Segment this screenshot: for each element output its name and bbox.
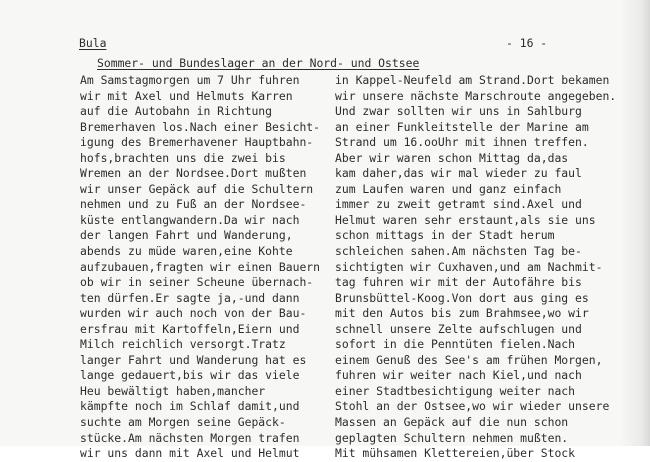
text-line: schon mittags in der Stadt herum <box>335 228 555 243</box>
text-line: Aber wir waren schon Mittag da,das <box>335 150 569 165</box>
text-line: Stohl an der Ostsee,wo wir wieder unsere <box>335 399 610 414</box>
page-number: - 16 - <box>506 36 548 50</box>
text-line: immer zu zweit getramt sind.Axel und <box>335 197 582 212</box>
text-line: einer Stadtbesichtigung weiter nach <box>335 383 576 398</box>
text-line: ersfrau mit Kartoffeln,Eiern und <box>80 321 300 336</box>
text-line: stücke.Am nächsten Morgen trafen <box>80 430 300 445</box>
text-line: geplagten Schultern nehmen mußten. <box>335 430 569 445</box>
text-line: an einer Funkleitstelle der Marine am <box>335 119 589 134</box>
text-line: wir unser Gepäck auf die Schultern <box>80 181 314 196</box>
text-line: nehmen und zu Fuß an der Nordsee- <box>80 197 307 212</box>
right-text-column <box>335 73 616 462</box>
text-line: mit den Autos bis zum Brahmsee,wo wir <box>335 306 589 321</box>
text-line: abends zu müde waren,eine Kohte <box>80 244 293 259</box>
text-line: wir uns dann mit Axel und Helmut <box>80 446 300 461</box>
text-line: Heu bewältigt haben,mancher <box>80 383 266 398</box>
text-line: ten dürfen.Er sagte ja,-und dann <box>80 290 300 305</box>
text-line: Brunsbüttel-Koog.Von dort aus ging es <box>335 290 589 305</box>
left-text-column <box>80 73 320 462</box>
text-line: kämpfte noch im Schlaf damit,und <box>80 399 300 414</box>
text-line: tag fuhren wir mit der Autofähre bis <box>335 275 582 290</box>
text-line: schnell unsere Zelte aufschlugen und <box>335 321 582 336</box>
text-line: Am Samstagmorgen um 7 Uhr fuhren <box>80 73 300 87</box>
section-header: Bula <box>79 36 107 50</box>
text-line: kam daher,das wir mal wieder zu faul <box>335 166 582 181</box>
text-line: wurden wir auch noch von der Bau- <box>80 306 307 321</box>
text-line: Helmut waren sehr erstaunt,als sie uns <box>335 212 596 227</box>
text-line: aufzubauen,fragten wir einen Bauern <box>80 259 321 274</box>
text-line: Mit mühsamen Klettereien,über Stock <box>335 446 576 461</box>
text-line: fuhren wir weiter nach Kiel,und nach <box>335 368 582 383</box>
text-line: Massen an Gepäck auf die nun schon <box>335 415 569 430</box>
text-line: Wremen an der Nordsee.Dort mußten <box>80 166 307 181</box>
text-line: Bremerhaven los.Nach einer Besicht- <box>80 119 321 134</box>
text-line: in Kappel-Neufeld am Strand.Dort bekamen <box>335 73 610 87</box>
text-line: sofort in die Penntüten fielen.Nach <box>335 337 576 352</box>
text-line: auf die Autobahn in Richtung <box>80 104 273 119</box>
text-line: igung des Bremerhavener Hauptbahn- <box>80 135 314 150</box>
text-line: wir unsere nächste Marschroute angegeben. <box>335 88 617 103</box>
text-line: Milch reichlich versorgt.Tratz <box>80 337 286 352</box>
text-line: ob wir in seiner Scheune übernach- <box>80 275 314 290</box>
text-line: der langen Fahrt und Wanderung, <box>80 228 293 243</box>
text-line: schleichen sahen.Am nächsten Tag be- <box>335 244 582 259</box>
text-line: lange gedauert,bis wir das viele <box>80 368 300 383</box>
text-line: Strand um 16.ooUhr mit ihnen treffen. <box>335 135 589 150</box>
text-line: zum Laufen waren und ganz einfach <box>335 181 562 196</box>
article-title: Sommer- und Bundeslager an der Nord- und Ostsee <box>97 56 420 70</box>
text-line: küste entlangwandern.Da wir nach <box>80 212 300 227</box>
text-line: Und zwar sollten wir uns in Sahlburg <box>335 104 582 119</box>
text-line: hofs,brachten uns die zwei bis <box>80 150 286 165</box>
text-line: einem Genuß des See's am frühen Morgen, <box>335 352 603 367</box>
text-line: sichtigten wir Cuxhaven,und am Nachmit- <box>335 259 603 274</box>
text-line: langer Fahrt und Wanderung hat es <box>80 352 307 367</box>
text-line: suchte am Morgen seine Gepäck- <box>80 415 286 430</box>
text-line: wir mit Axel und Helmuts Karren <box>80 88 293 103</box>
